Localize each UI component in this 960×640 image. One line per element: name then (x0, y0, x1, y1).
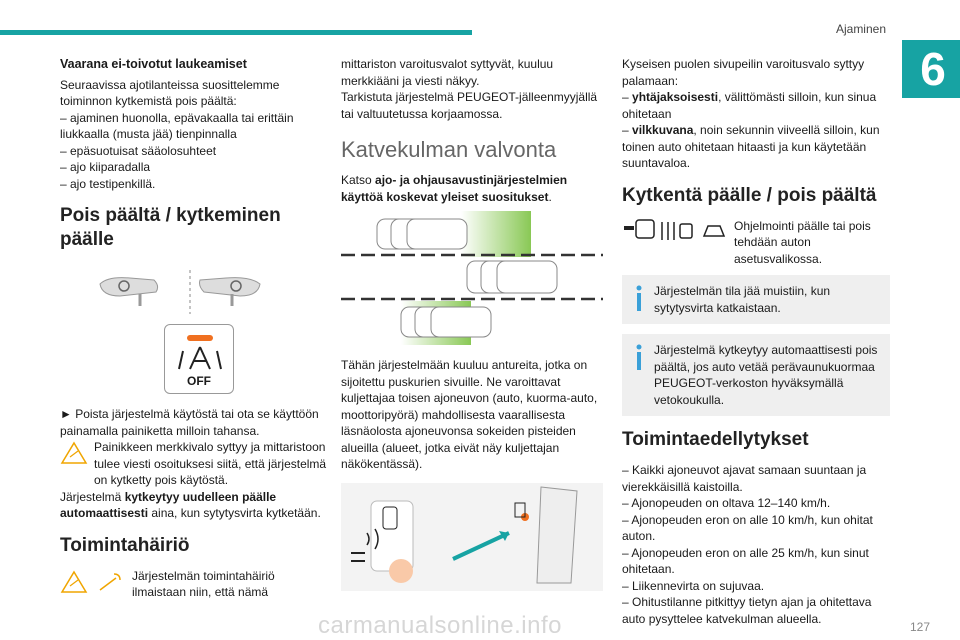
chapter-number: 6 (920, 43, 946, 95)
fault-text: Järjestelmän toimintahäiriö ilmaistaan niin, että nämä (132, 568, 275, 599)
list-item: – ajo testipenkillä. (60, 176, 156, 191)
heading-false-trigger: Vaarana ei-toivotut laukeamiset (60, 57, 247, 71)
info-box-memory (622, 275, 890, 324)
info-icon (632, 343, 646, 371)
list-item: – Ohitustilanne pitkittyy tietyn ajan ja ohitettava auto pysyttelee katvekulman alueella. (622, 595, 872, 626)
list-item-steady (622, 89, 890, 122)
text-bold: vilkkuvana (632, 123, 694, 137)
paragraph: Tähän järjestelmään kuuluu antureita, jotka on sijoitettu puskurien sivuille. Ne varoittavat kuljettajaa toisen ajoneuvon (auto, kuorma-auto, moottoripyörä) mahdollisesta vaarallisesta läsnäolosta ajoneuvonsa sokeiden pisteiden alueilla (alueet, jotka eivät näy kuljettajan näkökentässä). (341, 358, 598, 471)
heading-blind-spot: Katvekulman valvonta (341, 137, 557, 162)
list-item-blink (622, 122, 890, 172)
list-item: – Kaikki ajoneuvot ajavat samaan suuntaan ja vierekkäisillä kaistoilla. (622, 463, 867, 494)
program-text: Ohjelmointi päälle tai pois tehdään auton asetusvalikossa. (734, 218, 871, 266)
text-span: aina, kun sytytysvirta kytketään. (148, 506, 321, 520)
heading-conditions: Toimintaedellytykset (622, 429, 809, 450)
text-bold: kytkeytyy uudelleen päälle automaattisesti (60, 489, 277, 520)
warning-triangle-icon (60, 441, 88, 465)
heading-switch: Kytkentä päälle / pois päältä (622, 184, 877, 206)
warning-note (60, 439, 328, 489)
list-item: – epäsuotuisat sääolosuhteet (60, 143, 217, 158)
settings-menu-icons (622, 218, 730, 244)
watermark-text: carmanualsonline.info (318, 612, 562, 639)
section-title: Ajaminen (835, 22, 886, 36)
text-bold: ajo- ja ohjausavustinjärjestelmien käyttöä koskevat yleiset suositukset (341, 173, 568, 204)
paragraph: Kyseisen puolen sivupeilin varoitusvalo syttyy palamaan: (622, 57, 865, 88)
list-item: – Ajonopeuden eron on alle 10 km/h, kun ohitat auton. (622, 512, 873, 543)
text-span: Järjestelmä (60, 489, 125, 504)
blind-spot-road-illustration (341, 211, 603, 345)
list-item: – Ajonopeuden eron on alle 25 km/h, kun sinut ohitetaan. (622, 545, 869, 576)
column-3 (622, 56, 890, 627)
info-box-towing (622, 334, 890, 416)
bsm-off-button[interactable] (164, 324, 234, 394)
header-accent-bar (0, 30, 472, 35)
heading-fault: Toimintahäiriö (60, 534, 190, 556)
fault-note (60, 568, 328, 601)
text-span: , välittömästi silloin, kun sinua ohitetaan (622, 90, 877, 121)
list-item: – Ajonopeuden on oltava 12–140 km/h. (622, 496, 831, 510)
warning-wrench-icon (60, 570, 128, 594)
mirror-led-icon (341, 483, 603, 591)
text-span: , noin sekunnin viiveellä silloin, kun toinen auto ohitetaan hitaasti ja kun käytetään suuntavaloa. (622, 123, 880, 170)
text-span: Katso (341, 173, 376, 187)
mirror-led-illustration (341, 483, 603, 591)
list-item: – ajo kiiparadalla (60, 160, 151, 174)
side-mirrors-icon (60, 270, 328, 318)
paragraph: ► Poista järjestelmä käytöstä tai ota se käyttöön painamalla painiketta milloin tahansa. (60, 407, 319, 438)
warning-text: Painikkeen merkkivalo syttyy ja mittaristoon tulee viesti osoituksesi siitä, että järjestelmä on kytketty pois käytöstä. (94, 440, 327, 487)
paragraph-auto (60, 489, 328, 522)
paragraph: Seuraavissa ajotilanteissa suosittelemme toiminnon kytkemistä pois päältä: (60, 77, 280, 108)
text-span: – (622, 90, 633, 104)
paragraph: mittariston varoitusvalot syttyvät, kuuluu merkkiääni ja viesti näkyy. (341, 57, 554, 88)
column-1 (60, 56, 328, 601)
info-icon (632, 284, 646, 312)
list-item: – ajaminen huonolla, epävakaalla tai erittäin liukkaalla (musta jää) tienpinnalla (60, 110, 294, 141)
text-bold: yhtäjaksoisesti (632, 90, 719, 104)
off-label: OFF (187, 374, 211, 388)
paragraph-see (341, 172, 603, 205)
traffic-lanes-icon (341, 211, 603, 345)
text-span: – (622, 123, 633, 137)
program-note (622, 218, 890, 268)
paragraph: Tarkistuta järjestelmä PEUGEOT-jälleenmyyjällä tai valtuutetussa korjaamossa. (341, 90, 598, 121)
heading-on-off: Pois päältä / kytkeminen päälle (60, 205, 281, 250)
chapter-tab (902, 40, 960, 98)
text-span: . (548, 189, 552, 204)
info-text: Järjestelmä kytkeytyy automaattisesti pois päältä, jos auto vetää perävaunukuormaa PEUGEOT-verkoston hyväksymällä vetokoukulla. (654, 343, 878, 407)
list-item: – Liikennevirta on sujuvaa. (622, 578, 765, 593)
page-number: 127 (909, 620, 930, 634)
column-2 (341, 56, 603, 591)
info-text: Järjestelmän tila jää muistiin, kun sytytysvirta katkaistaan. (654, 284, 831, 315)
mirrors-illustration (60, 270, 328, 318)
